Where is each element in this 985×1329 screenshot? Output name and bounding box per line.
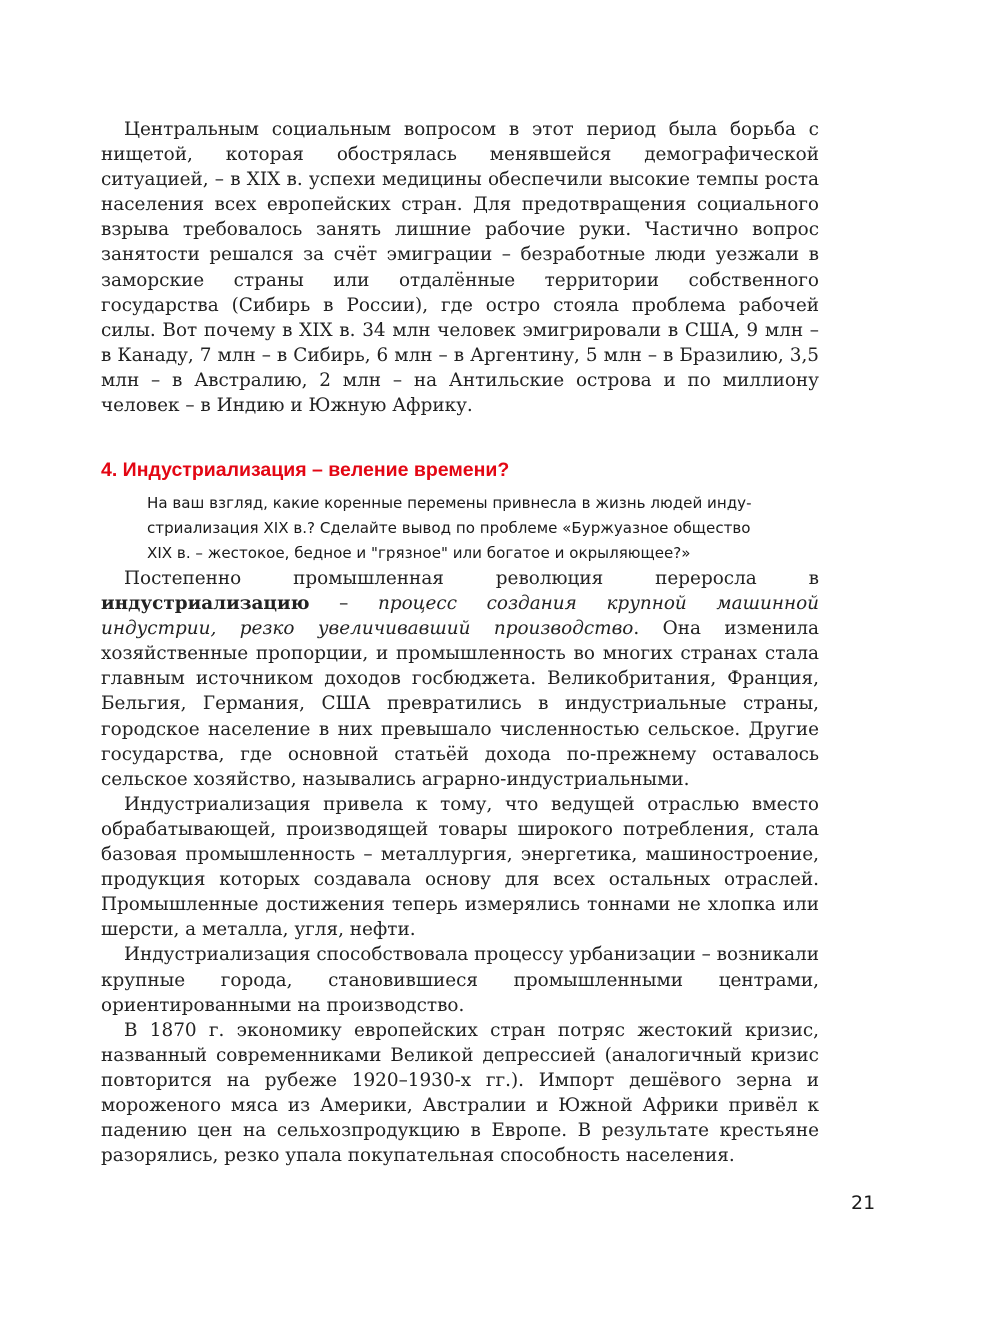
paragraph-text: . Она изменила хозяйственные пропорции, и промышленность во многих странах стала главным источником доходов госбюджета. Великобритания, Франция, Бельгия, Германия, США превратились в индустриальные страны, городское население в них превышало численностью сельское. Другие государства, где основной статьёй дохода по-прежнему оставалось сельское хозяйство, назывались аграрно-индустриальными. bbox=[101, 618, 819, 790]
question-line: XIX в. – жестокое, бедное и "грязное" или богатое и окрыляющее?» bbox=[147, 544, 691, 563]
paragraph-industrialization bbox=[101, 566, 819, 792]
question-line: На ваш взгляд, какие коренные перемены привнесла в жизнь людей инду- bbox=[147, 494, 752, 512]
paragraph-heavy-industry: Индустриализация привела к тому, что ведущей отраслью вместо обрабатывающей, производящей товары широкого потребления, стала базовая промышленность – металлургия, энергетика, машиностроение, продукция которых создавала основу для всех остальных отраслей. Промышленные достижения теперь измерялись тоннами не хлопка или шерсти, а металла, угля, нефти. bbox=[101, 793, 819, 941]
paragraph-urbanization: Индустриализация способствовала процессу урбанизации – возникали крупные города, становившиеся промышленными центрами, ориентированными на производство. bbox=[101, 944, 819, 1016]
dash: – bbox=[309, 593, 378, 615]
definition-industrialization: процесс создания крупной машинной индустрии, резко увеличивавший производство bbox=[101, 593, 820, 640]
page-number: 21 bbox=[851, 1192, 876, 1214]
section-heading: 4. Индустриализация – веление времени? bbox=[101, 459, 510, 481]
paragraph-social-question: Центральным социальным вопросом в этот период была борьба с нищетой, которая обострялась менявшейся демографической ситуацией, – в XIX в. успехи медицины обеспечили высокие темпы роста населения всех европейских стран. Для предотвращения социального взрыва требовалось занять лишние рабочие руки. Частично вопрос занятости решался за счёт эмиграции – безработные люди уезжали в заморские страны или отдалённые территории собственного государства (Сибирь в России), где остро стояла проблема рабочей силы. Вот почему в XIX в. 34 млн человек эмигрировали в США, 9 млн – в Канаду, 7 млн – в Сибирь, 6 млн – в Аргентину, 5 млн – в Бразилию, 3,5 млн – в Австралию, 2 млн – на Антильские острова и по миллиону человек – в Индию и Южную Африку. bbox=[101, 119, 819, 417]
section-question bbox=[147, 491, 827, 567]
term-industrialization: индустриализацию bbox=[101, 593, 310, 615]
intro-text-block bbox=[101, 117, 819, 418]
paragraph-text: Постепенно промышленная революция переросла в bbox=[124, 568, 819, 589]
main-text-block bbox=[101, 566, 819, 1168]
question-line: стриализация XIX в.? Сделайте вывод по проблеме «Буржуазное общество bbox=[147, 519, 751, 538]
paragraph-great-depression: В 1870 г. экономику европейских стран потряс жестокий кризис, названный современниками Великой депрессией (аналогичный кризис повторится на рубеже 1920–1930-х гг.). Импорт дешёвого зерна и мороженого мяса из Америки, Австралии и Южной Африки привёл к падению цен на сельхозпродукцию в Европе. В результате крестьяне разорялись, резко упала покупательная способность населения. bbox=[101, 1019, 819, 1167]
